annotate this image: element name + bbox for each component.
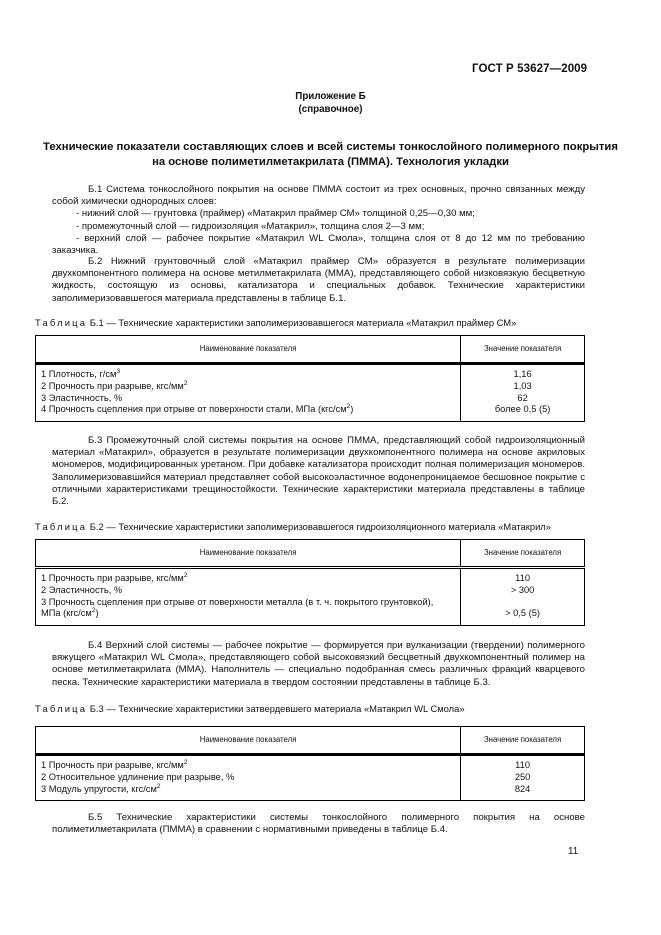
column-header-value: Значение показателя <box>461 336 585 364</box>
table-row: 1 Прочность при разрыве, кгс/$мм^2$ <box>41 572 188 583</box>
name-column <box>36 568 461 626</box>
table-caption-label: Таблица <box>35 521 88 532</box>
column-header-value: Значение показателя <box>461 540 585 568</box>
table-cell-value: 1,16 <box>513 369 532 379</box>
table-b1 <box>35 335 585 422</box>
table-row: 2 Прочность при разрыве, кгс/$мм^2$ <box>41 379 188 391</box>
table-caption-text: Б.3 — Технические характеристики затвердевшего материала «Матакрил WL Смола» <box>87 703 465 714</box>
layer-list-item: - нижний слой — грунтовка (праймер) «Матакрил праймер СМ» толщиной 0,25—0,30 мм; <box>76 208 475 220</box>
table-row: 3 Модуль упругости, кгс/$см^2$ <box>41 782 161 794</box>
table-header-row <box>36 727 585 755</box>
column-header-name: Наименование показателя <box>36 336 461 364</box>
section-b4-text: Б.4 Верхний слой системы — рабочее покрытие — формируется при вулканизации (твердении) полимерного вяжущего «Матакрил WL Смола», представляющего собой высоковязкий бесцветный двухкомпонентный полимер на основе метилметакрилата (ММА). Наполнитель — специально подобранная смесь различных фракций кварцевого песка. Технические характеристики материала в твердом состоянии представлены в таблице Б.3. <box>52 640 585 688</box>
table-caption-text: Б.1 — Технические характеристики заполимеризовавшегося материала «Матакрил праймер СМ» <box>87 317 517 328</box>
table-cell-value: 62 <box>517 392 528 403</box>
table-header-row <box>36 540 585 568</box>
name-column <box>36 364 461 422</box>
layer-list-item: - верхний слой — рабочее покрытие «Матакрил WL Смола», толщина слоя от 8 до 12 мм по требованию заказчика. <box>52 232 585 257</box>
annex-title: Технические показатели составляющих слоев и всей системы тонкослойного полимерного покрытия на основе полиметилметакрилата (ПММА). Технология укладки <box>43 141 618 168</box>
table-caption-text: Б.2 — Технические характеристики заполимеризовавшегося гидроизоляционного материала «Матакрил» <box>87 521 551 532</box>
page-number: 11 <box>568 846 579 857</box>
table-row: 2 Эластичность, % <box>41 584 123 595</box>
table-cell-value: 110 <box>515 573 530 583</box>
section-b2-text: Б.2 Нижний грунтовочный слой «Матакрил праймер СМ» образуется в результате полимеризации двухкомпонентного полимера на основе метилметакрилата (ММА), представляющего собой низковязкую бесцветную жидкость, состоящую из основы, катализатора и специальных добавок. Технические характеристики заполимеризовавшегося материала представлены в таблице Б.1. <box>52 256 585 304</box>
table-cell-value: более 0,5 (5) <box>494 404 551 415</box>
section-b1 <box>52 184 585 257</box>
column-header-value: Значение показателя <box>461 727 585 755</box>
table-header-row <box>36 336 585 364</box>
annex-label: Приложение Б <box>295 91 366 102</box>
table-cell-value: 824 <box>514 783 531 794</box>
table-cell-value: 250 <box>514 771 531 782</box>
table-body <box>36 568 585 626</box>
section-b2 <box>52 256 585 305</box>
table-b2 <box>35 539 585 626</box>
annex-status: (справочное) <box>298 103 363 115</box>
table-row: 1 Прочность при разрыве, кгс/$мм^2$ <box>41 759 188 770</box>
section-b5-text: Б.5 Технические характеристики системы тонкослойного полимерного покрытия на основе полиметилметакрилата (ПММА) в сравнении с нормативными приведены в таблице Б.4. <box>52 812 585 836</box>
value-column <box>461 364 585 422</box>
table-row: 2 Относительное удлинение при разрыве, % <box>41 771 235 782</box>
value-column <box>461 568 585 626</box>
value-column <box>461 755 585 801</box>
table-row: 3 Эластичность, % <box>41 392 123 403</box>
table-b1-caption <box>35 317 595 329</box>
table-b3 <box>35 726 585 801</box>
section-b5 <box>52 812 585 836</box>
section-b3 <box>52 435 585 508</box>
name-column <box>36 755 461 801</box>
section-b3-text: Б.3 Промежуточный слой системы покрытия на основе ПММА, представляющий собой гидроизоляционный материал «Матакрил», образуется в результате полимеризации двухкомпонентного полимера на основе акриловых мономеров, модифицированных уретаном. При добавке катализатора происходит полная полимеризация мономеров. Заполимеризовавшийся материал представляет собой высокоэластичное водонепроницаемое бесшовное покрытие с отличными характеристиками трещиностойкости. Технические характеристики материала представлены в таблице Б.2. <box>52 435 585 508</box>
table-cell-value: 110 <box>515 760 530 770</box>
table-cell-value: > 0,5 (5) <box>505 608 541 619</box>
table-row: 4 Прочность сцепления при отрыве от поверхности стали, МПа $(кгс/см^2)$ <box>41 403 354 415</box>
table-cell-value: 1,03 <box>513 380 532 391</box>
layer-list-item: - промежуточный слой — гидроизоляция «Матакрил», толщина слоя 2—3 мм; <box>76 220 425 232</box>
column-header-name: Наименование показателя <box>36 540 461 568</box>
table-row: 3 Прочность сцепления при отрыве от поверхности металла (в т. ч. покрытого грунтовкой), МПа $(кгс/см^2)$ <box>41 596 434 619</box>
annex-heading <box>0 91 661 116</box>
table-row: 1 Плотность, $г/см^3$ <box>41 368 121 379</box>
table-body <box>36 755 585 801</box>
standard-code: ГОСТ Р 53627—2009 <box>472 63 588 75</box>
column-header-name: Наименование показателя <box>36 727 461 755</box>
table-cell-value: > 300 <box>510 584 535 595</box>
section-b4 <box>52 640 585 689</box>
table-caption-label: Таблица <box>35 317 88 328</box>
section-b1-intro: Б.1 Система тонкослойного покрытия на основе ПММА состоит из трех основных, прочно связанных между собой химически однородных слоев: <box>52 184 585 208</box>
table-b3-caption <box>35 703 595 715</box>
table-b2-caption <box>35 521 595 533</box>
table-caption-label: Таблица <box>35 703 88 714</box>
table-body <box>36 364 585 422</box>
